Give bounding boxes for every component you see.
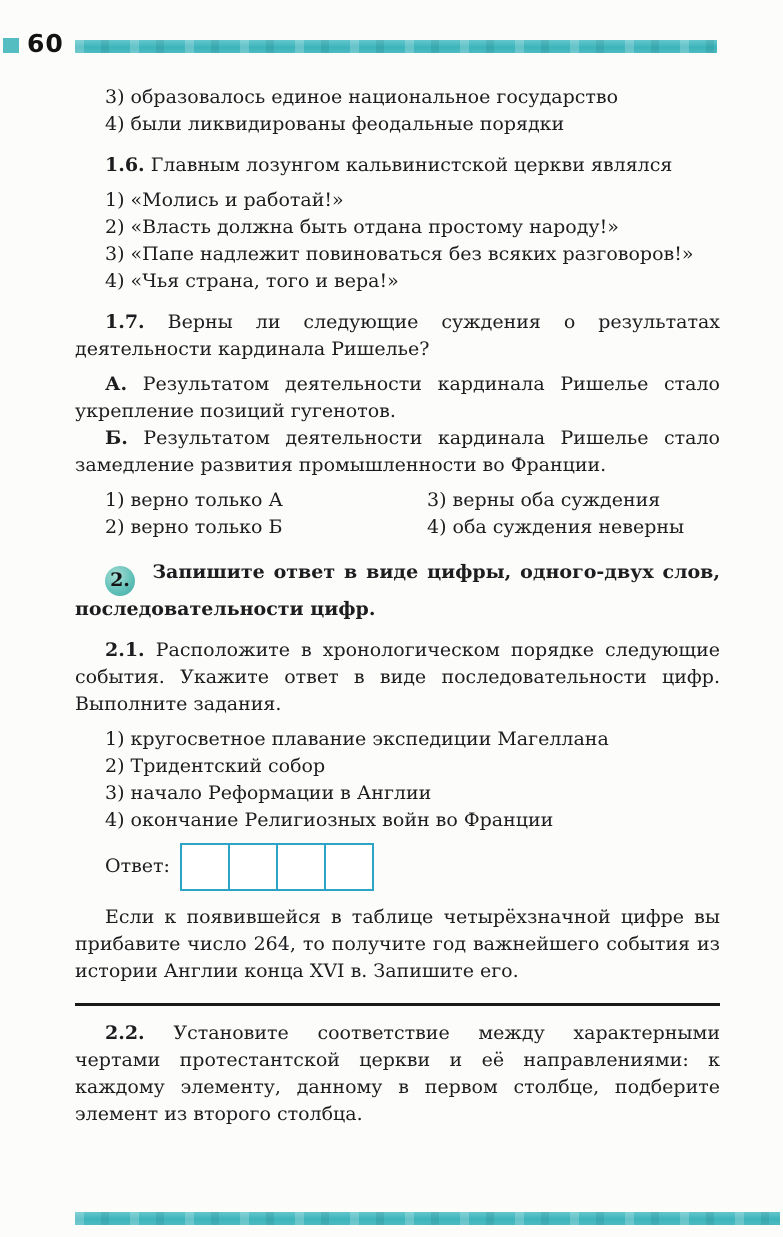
answer-cell[interactable] <box>228 843 278 891</box>
answer-option: 4) «Чья страна, того и вера!» <box>105 270 399 292</box>
section-number-badge: 2. <box>105 566 135 596</box>
question-number: 2.2. <box>105 1021 145 1044</box>
edge-marker <box>3 38 19 53</box>
statement-label: Б. <box>105 427 128 449</box>
page-content <box>75 84 720 1128</box>
answer-options-columns <box>75 487 720 541</box>
question-number: 1.7. <box>105 311 145 333</box>
statement-b <box>75 425 720 479</box>
task-note: Если к появившейся в таблице четырёхзначной цифре вы прибавите число 264, то получите год важнейшего события из истории Англии конца XVI в. Запишите его. <box>75 905 720 982</box>
page-number: 60 <box>27 29 64 58</box>
answer-option: 2) верно только Б <box>105 516 283 538</box>
header-bar <box>75 40 717 53</box>
answer-option: 1) верно только А <box>105 489 283 511</box>
answer-options-right <box>397 487 720 541</box>
question-2-2 <box>75 1020 720 1128</box>
answer-grid <box>180 843 374 891</box>
question-text: Главным лозунгом кальвинистской церкви являлся <box>150 154 673 176</box>
question-text: Расположите в хронологическом порядке следующие события. Укажите ответ в виде последовательности цифр. Выполните задания. <box>75 638 721 715</box>
answer-option: 3) верны оба суждения <box>427 489 661 511</box>
answer-option: 1) «Молись и работай!» <box>105 189 344 211</box>
answer-option: 4) оба суждения неверны <box>427 516 685 538</box>
question-text: Верны ли следующие суждения о результатах деятельности кардинала Ришелье? <box>75 311 720 360</box>
question-number: 2.1. <box>105 638 145 661</box>
question-1-6 <box>75 152 720 179</box>
answer-option: 1) кругосветное плавание экспедиции Магеллана <box>105 727 609 750</box>
answer-option: 3) «Папе надлежит повиноваться без всяких разговоров!» <box>105 243 694 265</box>
question-2-1 <box>75 637 720 718</box>
statement-text: Результатом деятельности кардинала Ришелье стало укрепление позиций гугенотов. <box>75 373 720 422</box>
statement-a <box>75 371 720 425</box>
section-2-intro <box>75 559 720 623</box>
answer-cell[interactable] <box>324 843 374 891</box>
answer-options-left <box>75 487 397 541</box>
footer-bar <box>75 1212 780 1225</box>
question-1-7 <box>75 309 720 363</box>
answer-cell[interactable] <box>180 843 230 891</box>
section-divider <box>75 1003 720 1006</box>
section-intro-text: Запишите ответ в виде цифры, одного-двух слов, последовательности цифр. <box>75 561 720 620</box>
statement-text: Результатом деятельности кардинала Ришелье стало замедление развития промышленности во Франции. <box>75 427 720 476</box>
answer-option: 2) Тридентский собор <box>105 754 326 777</box>
answer-cell[interactable] <box>276 843 326 891</box>
statement-label: А. <box>105 373 128 395</box>
question-number: 1.6. <box>105 154 145 176</box>
answer-option: 2) «Власть должна быть отдана простому народу!» <box>105 216 619 238</box>
answer-label: Ответ: <box>105 855 170 877</box>
answer-row <box>75 844 720 890</box>
answer-option: 3) образовалось единое национальное государство <box>105 86 619 108</box>
question-text: Установите соответствие между характерными чертами протестантской церкви и её направлениями: к каждому элементу, данному в первом столбце, подберите элемент из второго столбца. <box>75 1021 720 1125</box>
answer-option: 4) окончание Религиозных войн во Франции <box>105 808 554 831</box>
answer-option: 3) начало Реформации в Англии <box>105 781 432 804</box>
answer-option: 4) были ликвидированы феодальные порядки <box>105 113 565 135</box>
